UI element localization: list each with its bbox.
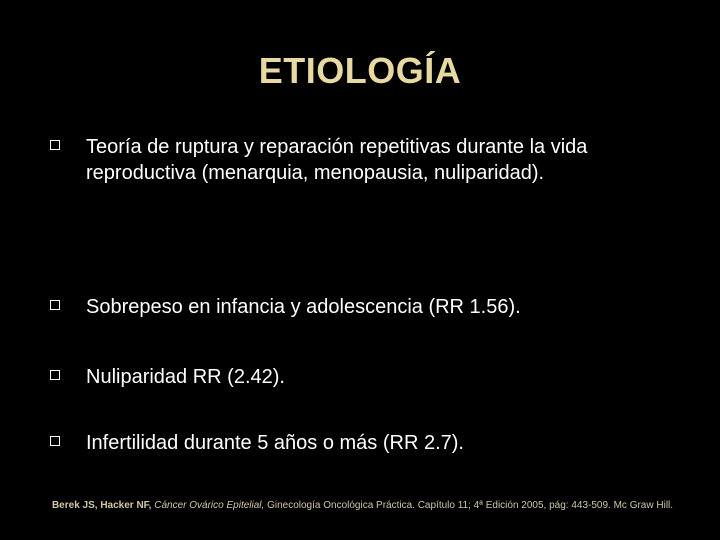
- citation: [30, 499, 695, 513]
- citation-rest: Ginecología Oncológica Práctica. Capítulo 11; 4ª Edición 2005, pág: 443-509. Mc Graw Hill.: [267, 500, 674, 511]
- bullet-text: Teoría de ruptura y reparación repetitivas durante la vida reproductiva (menarquia, menopausia, nuliparidad).: [86, 136, 588, 184]
- square-bullet-icon: [50, 140, 60, 150]
- citation-authors: Berek JS, Hacker NF,: [51, 500, 152, 511]
- bullet-text: Sobrepeso en infancia y adolescencia (RR 1.56).: [86, 296, 521, 318]
- citation-title: Cáncer Ovárico Epitelial,: [154, 500, 265, 511]
- square-bullet-icon: [50, 436, 60, 446]
- bullet-item: [48, 294, 668, 320]
- bullet-item: [48, 364, 668, 390]
- bullet-text: Nuliparidad RR (2.42).: [86, 366, 285, 388]
- bullet-item: [48, 134, 668, 186]
- slide-title: ETIOLOGÍA: [258, 50, 462, 91]
- square-bullet-icon: [50, 370, 60, 380]
- bullet-text: Infertilidad durante 5 años o más (RR 2.7).: [86, 432, 464, 454]
- square-bullet-icon: [50, 300, 60, 310]
- bullet-item: [48, 430, 668, 456]
